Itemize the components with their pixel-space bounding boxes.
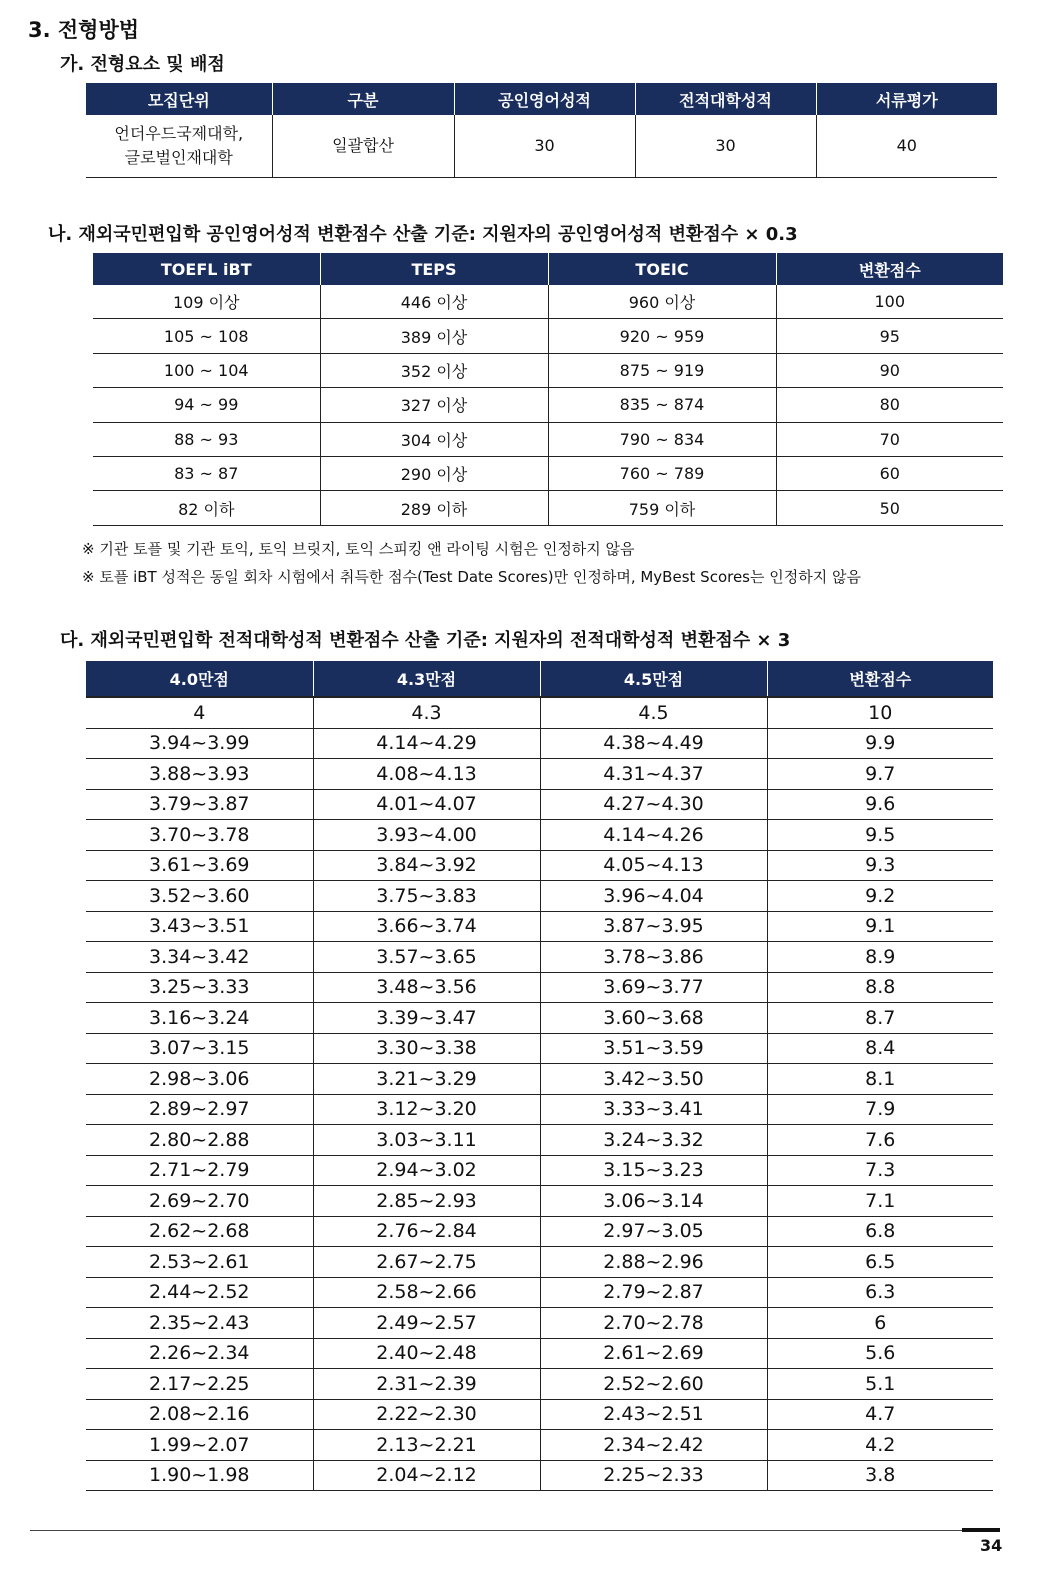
college-score-cell: 30 xyxy=(635,115,816,178)
table-row xyxy=(86,911,993,942)
unit-line: 언더우드국제대학, xyxy=(114,124,244,143)
table-cell: 2.94~3.02 xyxy=(313,1155,540,1186)
table-row xyxy=(86,759,993,790)
header-cell: 모집단위 xyxy=(86,83,272,115)
footer-divider xyxy=(30,1530,1000,1531)
table-cell: 3.61~3.69 xyxy=(86,850,313,881)
table-cell: 6 xyxy=(767,1308,993,1339)
table-row xyxy=(93,353,1003,387)
table-cell: 8.4 xyxy=(767,1033,993,1064)
table-cell: 2.67~2.75 xyxy=(313,1247,540,1278)
header-cell: 4.0만점 xyxy=(86,661,313,697)
table-cell: 760 ~ 789 xyxy=(548,456,776,490)
table-cell: 920 ~ 959 xyxy=(548,319,776,353)
table-cell: 4.3 xyxy=(313,697,540,728)
table-cell: 4.38~4.49 xyxy=(540,728,767,759)
table-cell: 3.03~3.11 xyxy=(313,1125,540,1156)
table-cell: 80 xyxy=(776,388,1003,422)
table-cell: 2.70~2.78 xyxy=(540,1308,767,1339)
table-cell: 3.39~3.47 xyxy=(313,1003,540,1034)
table-cell: 9.2 xyxy=(767,881,993,912)
table-cell: 105 ~ 108 xyxy=(93,319,320,353)
table-cell: 2.43~2.51 xyxy=(540,1399,767,1430)
table-cell: 60 xyxy=(776,456,1003,490)
table-cell: 6.5 xyxy=(767,1247,993,1278)
table-cell: 7.1 xyxy=(767,1186,993,1217)
table-cell: 9.7 xyxy=(767,759,993,790)
table-row xyxy=(86,881,993,912)
table-cell: 2.34~2.42 xyxy=(540,1430,767,1461)
table-cell: 2.26~2.34 xyxy=(86,1338,313,1369)
table-cell: 7.9 xyxy=(767,1094,993,1125)
header-cell: TOEFL iBT xyxy=(93,253,320,285)
table-cell: 3.78~3.86 xyxy=(540,942,767,973)
header-cell: 변환점수 xyxy=(776,253,1003,285)
table-cell: 3.75~3.83 xyxy=(313,881,540,912)
table-cell: 960 이상 xyxy=(548,285,776,319)
table-cell: 4.7 xyxy=(767,1399,993,1430)
page-number: 34 xyxy=(980,1536,1003,1555)
table-cell: 3.12~3.20 xyxy=(313,1094,540,1125)
table-cell: 2.76~2.84 xyxy=(313,1216,540,1247)
table-row xyxy=(86,850,993,881)
table-row xyxy=(86,1460,993,1491)
table-cell: 3.25~3.33 xyxy=(86,972,313,1003)
section-title: 3. 전형방법 xyxy=(28,18,140,42)
header-cell: TOEIC xyxy=(548,253,776,285)
table-cell: 289 이하 xyxy=(320,491,548,525)
table-cell: 8.1 xyxy=(767,1064,993,1095)
table-cell: 4.5 xyxy=(540,697,767,728)
table-cell: 100 ~ 104 xyxy=(93,353,320,387)
table-cell: 2.52~2.60 xyxy=(540,1369,767,1400)
table-cell: 290 이상 xyxy=(320,456,548,490)
table-cell: 2.40~2.48 xyxy=(313,1338,540,1369)
table-cell: 88 ~ 93 xyxy=(93,422,320,456)
header-cell: 4.3만점 xyxy=(313,661,540,697)
table-cell: 90 xyxy=(776,353,1003,387)
table-cell: 3.84~3.92 xyxy=(313,850,540,881)
table-cell: 3.07~3.15 xyxy=(86,1033,313,1064)
table-cell: 3.79~3.87 xyxy=(86,789,313,820)
table-cell: 3.42~3.50 xyxy=(540,1064,767,1095)
table-cell: 4.14~4.29 xyxy=(313,728,540,759)
table-cell: 3.87~3.95 xyxy=(540,911,767,942)
table-row xyxy=(86,1308,993,1339)
table-row xyxy=(86,1186,993,1217)
table-cell: 3.93~4.00 xyxy=(313,820,540,851)
table-cell: 3.21~3.29 xyxy=(313,1064,540,1095)
table-cell: 4.27~4.30 xyxy=(540,789,767,820)
table-cell: 2.98~3.06 xyxy=(86,1064,313,1095)
table-cell: 3.96~4.04 xyxy=(540,881,767,912)
documents-score-cell: 40 xyxy=(816,115,997,178)
table-cell: 9.6 xyxy=(767,789,993,820)
table-cell: 3.70~3.78 xyxy=(86,820,313,851)
table-row xyxy=(86,820,993,851)
table-cell: 3.48~3.56 xyxy=(313,972,540,1003)
table-cell: 6.3 xyxy=(767,1277,993,1308)
table-cell: 3.34~3.42 xyxy=(86,942,313,973)
table-cell: 2.22~2.30 xyxy=(313,1399,540,1430)
table-cell: 446 이상 xyxy=(320,285,548,319)
table-cell: 389 이상 xyxy=(320,319,548,353)
footer-accent-bar xyxy=(962,1528,1000,1532)
header-cell: TEPS xyxy=(320,253,548,285)
table-row xyxy=(86,1430,993,1461)
table-cell: 3.94~3.99 xyxy=(86,728,313,759)
header-cell: 4.5만점 xyxy=(540,661,767,697)
table-cell: 2.13~2.21 xyxy=(313,1430,540,1461)
table-cell: 100 xyxy=(776,285,1003,319)
table-cell: 4.05~4.13 xyxy=(540,850,767,881)
table-row xyxy=(86,697,993,728)
note-1: ※ 기관 토플 및 기관 토익, 토익 브릿지, 토익 스피킹 앤 라이팅 시험은 인정하지 않음 xyxy=(82,540,635,558)
table-row xyxy=(93,319,1003,353)
table-cell: 2.62~2.68 xyxy=(86,1216,313,1247)
table-cell: 3.51~3.59 xyxy=(540,1033,767,1064)
table-cell: 4 xyxy=(86,697,313,728)
table-cell: 2.69~2.70 xyxy=(86,1186,313,1217)
table-cell: 109 이상 xyxy=(93,285,320,319)
table-cell: 352 이상 xyxy=(320,353,548,387)
table-cell: 790 ~ 834 xyxy=(548,422,776,456)
table-cell: 3.15~3.23 xyxy=(540,1155,767,1186)
table-row xyxy=(86,1216,993,1247)
table-cell: 5.1 xyxy=(767,1369,993,1400)
table-row xyxy=(86,1277,993,1308)
gpa-conversion-table xyxy=(86,661,993,1491)
table-cell: 8.9 xyxy=(767,942,993,973)
table-cell: 2.04~2.12 xyxy=(313,1460,540,1491)
unit-cell xyxy=(86,115,272,178)
table-row xyxy=(86,115,997,178)
table-cell: 8.8 xyxy=(767,972,993,1003)
table-row xyxy=(86,1247,993,1278)
table-cell: 2.53~2.61 xyxy=(86,1247,313,1278)
table-cell: 2.89~2.97 xyxy=(86,1094,313,1125)
table-cell: 2.17~2.25 xyxy=(86,1369,313,1400)
table-cell: 3.52~3.60 xyxy=(86,881,313,912)
table-cell: 4.01~4.07 xyxy=(313,789,540,820)
table-row xyxy=(86,972,993,1003)
subsection-b-title: 나. 재외국민편입학 공인영어성적 변환점수 산출 기준: 지원자의 공인영어성적 변환점수 × 0.3 xyxy=(48,224,798,245)
table-row xyxy=(86,1003,993,1034)
table-cell: 10 xyxy=(767,697,993,728)
header-cell: 구분 xyxy=(272,83,454,115)
table-cell: 4.31~4.37 xyxy=(540,759,767,790)
table-cell: 2.85~2.93 xyxy=(313,1186,540,1217)
table-cell: 7.3 xyxy=(767,1155,993,1186)
table-cell: 875 ~ 919 xyxy=(548,353,776,387)
table-cell: 9.9 xyxy=(767,728,993,759)
table-cell: 3.33~3.41 xyxy=(540,1094,767,1125)
table-cell: 3.88~3.93 xyxy=(86,759,313,790)
table-cell: 50 xyxy=(776,491,1003,525)
table-cell: 2.31~2.39 xyxy=(313,1369,540,1400)
table-cell: 2.61~2.69 xyxy=(540,1338,767,1369)
table-cell: 3.16~3.24 xyxy=(86,1003,313,1034)
header-cell: 공인영어성적 xyxy=(454,83,635,115)
table-row xyxy=(86,789,993,820)
table-row xyxy=(93,388,1003,422)
subsection-c-title: 다. 재외국민편입학 전적대학성적 변환점수 산출 기준: 지원자의 전적대학성적 변환점수 × 3 xyxy=(60,630,791,651)
table-row xyxy=(86,1064,993,1095)
unit-line: 글로벌인재대학 xyxy=(124,148,233,167)
table-cell: 82 이하 xyxy=(93,491,320,525)
table-cell: 304 이상 xyxy=(320,422,548,456)
type-cell: 일괄합산 xyxy=(272,115,454,178)
table-row xyxy=(93,285,1003,319)
table-cell: 3.43~3.51 xyxy=(86,911,313,942)
table-row xyxy=(93,491,1003,525)
table-row xyxy=(86,1125,993,1156)
note-2: ※ 토플 iBT 성적은 동일 회차 시험에서 취득한 점수(Test Date Scores)만 인정하며, MyBest Scores는 인정하지 않음 xyxy=(82,568,861,586)
table-cell: 1.99~2.07 xyxy=(86,1430,313,1461)
table-row xyxy=(86,1155,993,1186)
table-cell: 6.8 xyxy=(767,1216,993,1247)
table-cell: 9.1 xyxy=(767,911,993,942)
table-cell: 2.44~2.52 xyxy=(86,1277,313,1308)
table-cell: 3.8 xyxy=(767,1460,993,1491)
table-row xyxy=(86,1399,993,1430)
table-cell: 3.69~3.77 xyxy=(540,972,767,1003)
table-row xyxy=(93,456,1003,490)
table-cell: 2.79~2.87 xyxy=(540,1277,767,1308)
table-cell: 9.3 xyxy=(767,850,993,881)
table-cell: 2.88~2.96 xyxy=(540,1247,767,1278)
header-cell: 서류평가 xyxy=(816,83,997,115)
table-cell: 83 ~ 87 xyxy=(93,456,320,490)
table-cell: 94 ~ 99 xyxy=(93,388,320,422)
table-row xyxy=(86,1033,993,1064)
table-row xyxy=(86,1338,993,1369)
table-cell: 7.6 xyxy=(767,1125,993,1156)
table-cell: 2.58~2.66 xyxy=(313,1277,540,1308)
english-score-cell: 30 xyxy=(454,115,635,178)
table-cell: 1.90~1.98 xyxy=(86,1460,313,1491)
table-cell: 9.5 xyxy=(767,820,993,851)
table-cell: 3.30~3.38 xyxy=(313,1033,540,1064)
table-cell: 3.66~3.74 xyxy=(313,911,540,942)
table-cell: 2.71~2.79 xyxy=(86,1155,313,1186)
table-cell: 2.08~2.16 xyxy=(86,1399,313,1430)
scoring-table xyxy=(86,83,997,178)
table-cell: 759 이하 xyxy=(548,491,776,525)
table-cell: 4.2 xyxy=(767,1430,993,1461)
table-cell: 2.25~2.33 xyxy=(540,1460,767,1491)
english-conversion-table xyxy=(93,253,1003,526)
subsection-a-title: 가. 전형요소 및 배점 xyxy=(60,54,225,75)
table-cell: 2.35~2.43 xyxy=(86,1308,313,1339)
header-cell: 변환점수 xyxy=(767,661,993,697)
table-cell: 3.06~3.14 xyxy=(540,1186,767,1217)
table-cell: 2.49~2.57 xyxy=(313,1308,540,1339)
table-cell: 8.7 xyxy=(767,1003,993,1034)
table-cell: 3.24~3.32 xyxy=(540,1125,767,1156)
table-cell: 327 이상 xyxy=(320,388,548,422)
table-cell: 2.80~2.88 xyxy=(86,1125,313,1156)
table-row xyxy=(86,1369,993,1400)
table-row xyxy=(86,728,993,759)
table-cell: 5.6 xyxy=(767,1338,993,1369)
table-row xyxy=(93,422,1003,456)
table-cell: 835 ~ 874 xyxy=(548,388,776,422)
table-cell: 4.14~4.26 xyxy=(540,820,767,851)
table-cell: 3.57~3.65 xyxy=(313,942,540,973)
header-cell: 전적대학성적 xyxy=(635,83,816,115)
table-row xyxy=(86,1094,993,1125)
table-cell: 3.60~3.68 xyxy=(540,1003,767,1034)
table-cell: 2.97~3.05 xyxy=(540,1216,767,1247)
table-cell: 70 xyxy=(776,422,1003,456)
table-cell: 95 xyxy=(776,319,1003,353)
table-row xyxy=(86,942,993,973)
table-cell: 4.08~4.13 xyxy=(313,759,540,790)
